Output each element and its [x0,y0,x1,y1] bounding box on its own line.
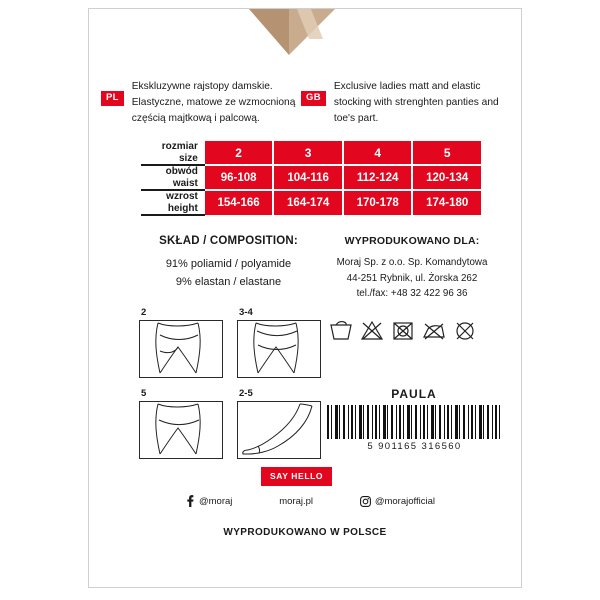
social-handle: @morajofficial [374,495,435,507]
waist-cell: 104-116 [273,165,343,190]
row-label-waist-top: obwód [165,166,198,177]
row-label-waist [141,165,205,190]
row-label-height-top: wzrost [166,191,198,202]
do-not-iron-icon [422,319,446,341]
barcode [327,405,502,452]
panty-figure-icon [139,401,223,459]
barcode-number: 5 901165 316560 [367,441,462,452]
size-table-wrapper [141,141,481,216]
package-back-card [88,8,522,588]
social-links [185,495,435,507]
language-text-pl: Ekskluzywne rajstopy damskie. Elastyczne, matowe ze wzmocnioną częścią majtkową i palcową. [131,81,296,124]
say-hello-badge: SAY HELLO [261,467,332,486]
language-tag-pl: PL [101,91,124,106]
pictogram-grid [139,307,319,469]
height-cell: 174-180 [412,190,481,215]
facebook-icon [185,495,195,507]
pictogram-label: 2-5 [239,388,253,399]
row-label-size [141,141,205,165]
social-instagram[interactable] [360,496,435,507]
composition-line: 91% poliamid / polyamide [165,258,292,270]
language-block-pl [101,79,296,126]
language-text-gb: Exclusive ladies matt and elastic stocking with strenghten panties and toe's part. [333,81,499,124]
row-label-height-bottom: height [167,202,198,214]
manufacturer-line: tel./fax: +48 32 422 96 36 [356,288,468,300]
panty-figure-icon [139,320,223,378]
manufacturer-title: WYPRODUKOWANO DLA: [344,235,480,247]
waist-cell: 120-134 [412,165,481,190]
height-cell: 164-174 [273,190,343,215]
size-table [141,141,481,216]
pictogram-label: 3-4 [239,307,253,318]
instagram-icon [360,496,371,507]
table-row [141,165,481,190]
manufacturer-line: Moraj Sp. z o.o. Sp. Komandytowa [336,257,488,268]
table-row [141,141,481,165]
height-cell: 154-166 [205,190,274,215]
pictogram-label: 2 [141,307,147,318]
waist-cell: 112-124 [343,165,413,190]
pictogram-label: 5 [141,388,147,399]
manufacturer-line: 44-251 Rybnik, ul. Żorska 262 [346,272,478,284]
language-block-gb [301,79,501,126]
pictogram-item [139,307,221,378]
row-label-height [141,190,205,215]
do-not-dry-clean-icon [453,319,477,341]
barcode-bars-icon [327,405,502,439]
leg-foot-icon [237,401,321,459]
language-tag-gb: GB [301,91,326,106]
table-row [141,190,481,215]
pictogram-item [139,388,221,459]
pictogram-row [139,307,319,378]
row-label-size-bottom: size [178,152,198,164]
height-cell: 170-178 [343,190,413,215]
composition-block [141,235,316,291]
row-label-size-top: rozmiar [161,141,198,152]
size-cell: 5 [412,141,481,165]
social-handle: @moraj [199,495,233,507]
pictogram-item [237,307,319,378]
social-web[interactable] [279,496,313,507]
panty-figure-icon [237,320,321,378]
social-facebook[interactable] [185,495,232,507]
size-cell: 3 [273,141,343,165]
pictogram-row [139,388,319,459]
do-not-bleach-icon [360,319,384,341]
waist-cell: 96-108 [205,165,274,190]
row-label-waist-bottom: waist [172,177,198,189]
hand-wash-icon [329,319,353,341]
care-icon-row [329,319,477,341]
social-handle: moraj.pl [279,495,314,507]
do-not-tumble-dry-icon [391,319,415,341]
composition-line: 9% elastan / elastane [175,275,282,288]
footer-made-in: WYPRODUKOWANO W POLSCE [223,527,387,538]
manufacturer-block [317,235,507,302]
pictogram-item [237,388,319,459]
tan-corner-left-icon [249,9,289,55]
size-cell: 2 [205,141,274,165]
composition-title: SKŁAD / COMPOSITION: [159,235,298,247]
size-cell: 4 [343,141,413,165]
brand-model-name: PAULA [391,387,437,401]
